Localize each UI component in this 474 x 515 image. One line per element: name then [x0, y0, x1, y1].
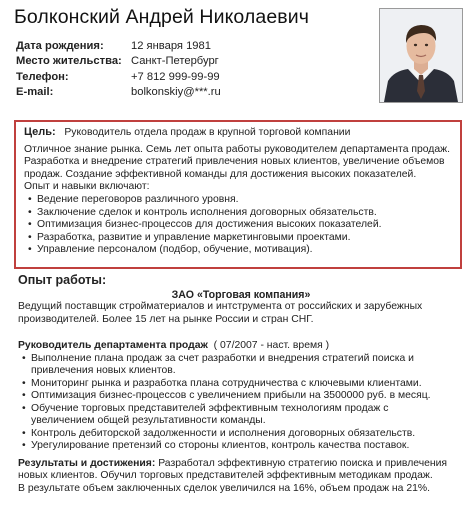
position-line: [18, 340, 464, 353]
bullet-icon: •: [28, 219, 32, 231]
goal-text: Руководитель отдела продаж в крупной торговой компании: [64, 127, 351, 138]
list-item: • Контроль дебиторской задолженности и исполнения договорных обязательств.: [22, 427, 416, 439]
summary-line: продаж. Создание эффективной команды для достижения высоких показателей.: [24, 168, 417, 180]
bullet-icon: •: [22, 427, 26, 439]
list-item: • Оптимизация бизнес-процессов с увеличением прибыли на 3500000 руб. в месяц.: [22, 390, 431, 401]
info-label: Место жительства:: [16, 55, 122, 68]
list-item: • Ведение переговоров различного уровня.: [28, 193, 239, 205]
list-item: • Выполнение плана продаж за счет разработки и внедрения стратегий поиска и: [22, 352, 414, 364]
info-label: Телефон:: [16, 70, 69, 83]
bullet-icon: •: [22, 377, 26, 389]
company-name: ЗАО «Торговая компания»: [171, 288, 311, 301]
bullet-icon: •: [28, 244, 32, 256]
goal-section: [14, 120, 462, 269]
list-item: • Управление персоналом (подбор, обучение, мотивация).: [28, 244, 313, 256]
list-item: • Оптимизация бизнес-процессов для достижения высоких показателей.: [28, 219, 382, 231]
candidate-name: Болконский Андрей Николаевич: [14, 6, 310, 28]
position-period: ( 07/2007 - наст. время ): [213, 340, 330, 351]
list-item: • Разработка, развитие и управление маркетинговыми проектами.: [28, 231, 351, 243]
list-item-continuation: привлечения новых клиентов.: [31, 365, 176, 376]
summary-line: Разработка и внедрение стратегий привлечения новых клиентов, увеличение объемов: [24, 156, 445, 168]
bullet-icon: •: [28, 206, 32, 218]
info-row-phone: [16, 69, 221, 85]
portrait-photo: [379, 8, 463, 103]
list-item-continuation: увеличением общей результативности команды.: [31, 415, 266, 426]
info-value: Санкт-Петербург: [131, 55, 219, 68]
email-value[interactable]: bolkonskiy@***.ru: [131, 86, 221, 99]
skills-list: [24, 194, 452, 257]
info-value: 12 января 1981: [131, 39, 211, 52]
results-line: Результаты и достижения: Разработал эффективную стратегию поиска и привлечения: [18, 457, 448, 469]
goal-label: Цель:: [24, 126, 56, 138]
bullet-icon: •: [28, 193, 32, 205]
list-item: • Мониторинг рынка и разработка плана сотрудничества с ключевыми клиентами.: [22, 377, 422, 389]
bullet-icon: •: [22, 402, 26, 414]
results-line: В результате объем заключенных сделок увеличился на 16%, объем продаж на 21%.: [18, 482, 431, 494]
info-label: Дата рождения:: [16, 39, 104, 52]
summary-line: Опыт и навыки включают:: [24, 181, 150, 193]
results-section: [18, 458, 464, 496]
info-label: E-mail:: [16, 86, 54, 99]
goal-line: [24, 126, 452, 140]
portrait-icon: [380, 9, 462, 102]
results-line: новых клиентов. Обучил торговых представителей эффективным методикам продаж.: [18, 470, 433, 481]
info-value: +7 812 999-99-99: [131, 70, 220, 83]
bullet-icon: •: [22, 440, 26, 451]
experience-section: [18, 274, 464, 495]
info-row-birthdate: [16, 38, 221, 54]
company-desc-line: производителей. Более 15 лет на рынке России и стран СНГ.: [18, 313, 314, 325]
bullet-icon: •: [22, 390, 26, 401]
bullet-icon: •: [22, 352, 26, 364]
bullet-icon: •: [28, 231, 32, 243]
summary-line: Отличное знание рынка. Семь лет опыта работы руководителем департамента продаж.: [24, 143, 450, 155]
company-desc-line: Ведущий поставщик стройматериалов и интструмента от российских и зарубежных: [18, 301, 423, 312]
results-label: Результаты и достижения:: [18, 457, 156, 469]
list-item: • Обучение торговых представителей эффективным технологиям продаж с: [22, 402, 389, 414]
experience-heading: Опыт работы:: [18, 273, 107, 287]
list-item: • Урегулирование претензий со стороны клиентов, контроль качества поставок.: [22, 440, 410, 451]
personal-info: [16, 38, 221, 100]
position-title: Руководитель департамента продаж: [18, 340, 208, 351]
responsibilities-list: [18, 353, 464, 453]
list-item: • Заключение сделок и контроль исполнения договорных обязательств.: [28, 206, 377, 218]
info-row-email: [16, 85, 221, 101]
info-row-residence: [16, 54, 221, 70]
